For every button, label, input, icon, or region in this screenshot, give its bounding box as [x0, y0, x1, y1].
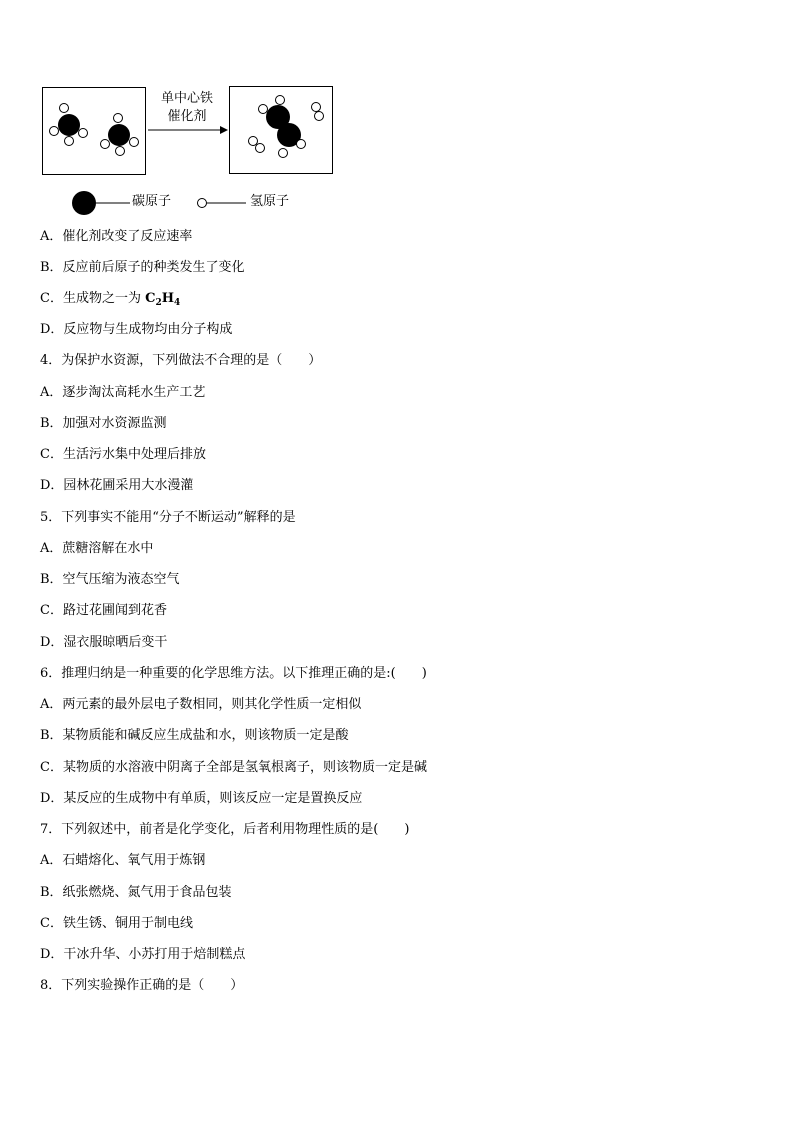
q3-option-c: [40, 291, 180, 307]
q7-option-a: A．石蜡熔化、氧气用于炼钢: [40, 853, 206, 868]
reaction-arrow-icon: [146, 124, 228, 136]
hydrogen-legend-label: 氢原子: [250, 194, 290, 209]
products-box: [229, 86, 333, 174]
q4-stem: 4．为保护水资源，下列做法不合理的是（ ）: [40, 353, 322, 368]
q4-option-b: B．加强对水资源监测: [40, 416, 167, 431]
q3-option-c-formula: $C_2H_4$: [145, 291, 181, 308]
hydrogen-atom: [65, 137, 74, 146]
hydrogen-atom: [50, 127, 59, 136]
product-molecules: [230, 87, 332, 173]
hydrogen-atom: [297, 140, 306, 149]
q8-stem: 8．下列实验操作正确的是（ ）: [40, 978, 244, 993]
hydrogen-atom: [79, 129, 88, 138]
q5-option-b: B．空气压缩为液态空气: [40, 572, 180, 587]
hydrogen-atom: [276, 96, 285, 105]
carbon-legend-icon: [70, 190, 132, 216]
hydrogen-atom: [114, 114, 123, 123]
hydrogen-atom: [130, 138, 139, 147]
q3-option-c-text: C．生成物之一为: [40, 291, 141, 306]
hydrogen-atom: [101, 140, 110, 149]
reaction-diagram: [40, 84, 340, 216]
catalyst-label-line1: 单中心铁: [160, 91, 213, 106]
hydrogen-atom: [315, 112, 324, 121]
q4-option-c: C．生活污水集中处理后排放: [40, 447, 206, 462]
hydrogen-legend-icon: [196, 193, 248, 213]
q6-stem: 6．推理归纳是一种重要的化学思维方法。以下推理正确的是:( ): [40, 666, 427, 681]
q5-option-d: D．湿衣服晾晒后变干: [40, 635, 168, 650]
hydrogen-atom: [256, 144, 265, 153]
q7-option-c: C．铁生锈、铜用于制电线: [40, 916, 193, 931]
q3-option-b: B．反应前后原子的种类发生了变化: [40, 260, 245, 275]
q5-stem: 5．下列事实不能用“分子不断运动”解释的是: [40, 510, 296, 525]
q7-option-b: B．纸张燃烧、氮气用于食品包装: [40, 885, 232, 900]
hydrogen-atom: [249, 137, 258, 146]
hydrogen-atom: [312, 103, 321, 112]
hydrogen-atom: [116, 147, 125, 156]
q5-option-c: C．路过花圃闻到花香: [40, 603, 167, 618]
q6-option-b: B．某物质能和碱反应生成盐和水，则该物质一定是酸: [40, 728, 349, 743]
q3-option-a: A．催化剂改变了反应速率: [40, 229, 193, 244]
carbon-atom: [58, 114, 80, 136]
hydrogen-atom: [60, 104, 69, 113]
q3-option-d: D．反应物与生成物均由分子构成: [40, 322, 233, 337]
q6-option-c: C．某物质的水溶液中阴离子全部是氢氧根离子，则该物质一定是碱: [40, 760, 427, 775]
q6-option-a: A．两元素的最外层电子数相同，则其化学性质一定相似: [40, 697, 362, 712]
reactant-molecules: [43, 88, 145, 174]
hydrogen-atom: [259, 105, 268, 114]
reactants-box: [42, 87, 146, 175]
q5-option-a: A．蔗糖溶解在水中: [40, 541, 154, 556]
carbon-atom: [108, 124, 130, 146]
catalyst-label-line2: 催化剂: [167, 109, 207, 124]
q6-option-d: D．某反应的生成物中有单质，则该反应一定是置换反应: [40, 791, 363, 806]
q4-option-a: A．逐步淘汰高耗水生产工艺: [40, 385, 206, 400]
hydrogen-atom: [279, 149, 288, 158]
q4-option-d: D．园林花圃采用大水漫灌: [40, 478, 194, 493]
q7-stem: 7．下列叙述中，前者是化学变化，后者利用物理性质的是( ): [40, 822, 410, 837]
q7-option-d: D．干冰升华、小苏打用于焙制糕点: [40, 947, 246, 962]
carbon-legend-label: 碳原子: [132, 194, 172, 209]
reaction-condition: [152, 90, 222, 126]
